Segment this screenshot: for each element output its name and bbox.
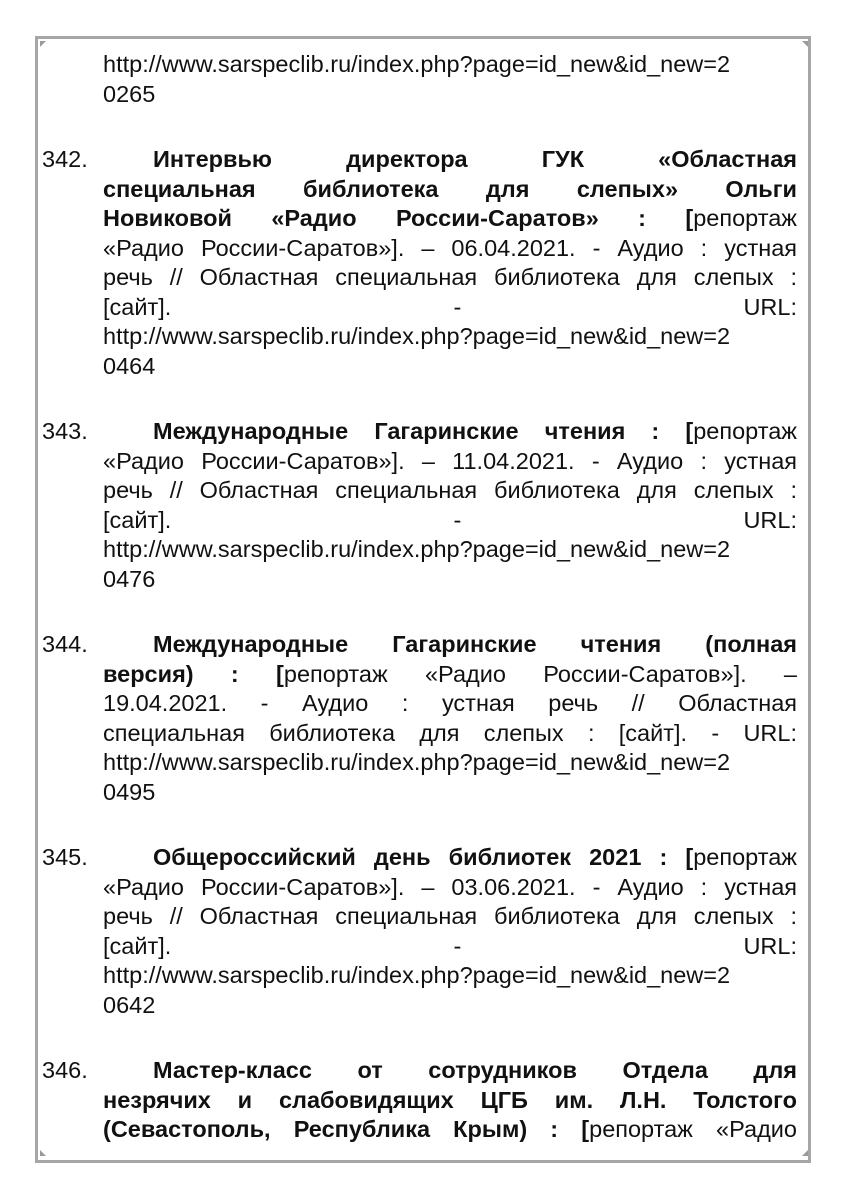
normal-text: специальная библиотека для слепых : [сайт]. - URL: [103, 719, 797, 746]
continuation-url-line: 0265 [103, 80, 156, 107]
text-line [103, 660, 797, 690]
normal-text: http://www.sarspeclib.ru/index.php?page=id_new&id_new=2 [103, 749, 731, 775]
normal-text: 0464 [103, 352, 156, 379]
text-line [103, 689, 797, 719]
bold-title-text: Международные Гагаринские чтения (полная [153, 631, 797, 657]
text-line [103, 961, 797, 991]
text-line [103, 748, 797, 778]
entry-number: 343. [42, 418, 88, 444]
text-line [153, 843, 797, 873]
entry-number: 346. [42, 1057, 88, 1083]
bold-title-text: версия) : [ [103, 660, 284, 687]
corner-ornament-top-left [40, 41, 46, 47]
text-line [103, 778, 797, 808]
normal-text: 0495 [103, 778, 156, 805]
normal-text: [сайт]. - URL: [103, 506, 797, 533]
normal-text: речь // Областная специальная библиотека для слепых : [103, 264, 797, 290]
normal-text: [сайт]. - URL: [103, 932, 797, 959]
text-line [103, 991, 797, 1021]
text-line [103, 293, 797, 323]
normal-text: речь // Областная специальная библиотека для слепых : [103, 903, 797, 929]
text-line [103, 175, 797, 205]
bold-title-text: Мастер-класс от сотрудников Отдела для [153, 1057, 797, 1083]
normal-text: речь // Областная специальная библиотека для слепых : [103, 477, 797, 503]
bold-title-text: Общероссийский день библиотек 2021 : [ [153, 844, 694, 870]
entry-number: 344. [42, 631, 88, 657]
normal-text: репортаж [693, 418, 797, 444]
normal-text: 0476 [103, 565, 156, 592]
text-line [103, 719, 797, 749]
text-line [103, 932, 797, 962]
bold-title-text: незрячих и слабовидящих ЦГБ им. Л.Н. Толстого [103, 1086, 797, 1113]
text-line [103, 565, 797, 595]
normal-text: http://www.sarspeclib.ru/index.php?page=id_new&id_new=2 [103, 536, 731, 562]
bold-title-text: Интервью директора ГУК «Областная [153, 146, 797, 172]
text-line [153, 145, 797, 175]
text-line [153, 1056, 797, 1086]
corner-ornament-bottom-right [802, 1150, 808, 1156]
normal-text: http://www.sarspeclib.ru/index.php?page=id_new&id_new=2 [103, 323, 731, 349]
text-line [103, 476, 797, 506]
text-line [103, 1086, 797, 1116]
text-line [103, 873, 797, 903]
entry-number: 342. [42, 146, 88, 172]
normal-text: репортаж «Радио [589, 1116, 797, 1142]
bold-title-text: (Севастополь, Республика Крым) : [ [103, 1116, 590, 1142]
text-line [103, 322, 797, 352]
bold-title-text: Международные Гагаринские чтения : [ [153, 418, 694, 444]
normal-text: http://www.sarspeclib.ru/index.php?page=id_new&id_new=2 [103, 962, 731, 988]
bold-title-text: специальная библиотека для слепых» Ольги [103, 175, 797, 202]
normal-text: репортаж «Радио России-Саратов»]. – [283, 660, 797, 687]
continuation-url-line: http://www.sarspeclib.ru/index.php?page=id_new&id_new=2 [103, 51, 731, 77]
normal-text: репортаж [693, 205, 797, 231]
text-line [103, 263, 797, 293]
entry-number: 345. [42, 844, 88, 870]
corner-ornament-top-right [802, 41, 808, 47]
normal-text: «Радио России-Саратов»]. – 11.04.2021. - Аудио : устная [103, 447, 797, 474]
text-line [103, 902, 797, 932]
text-line [153, 630, 797, 660]
text-line [103, 352, 797, 382]
normal-text: 0642 [103, 991, 156, 1018]
text-line [103, 535, 797, 565]
normal-text: 19.04.2021. - Аудио : устная речь // Областная [103, 690, 797, 716]
normal-text: «Радио России-Саратов»]. – 03.06.2021. - Аудио : устная [103, 873, 797, 900]
bold-title-text: Новиковой «Радио России-Саратов» : [ [103, 205, 694, 231]
corner-ornament-bottom-left [40, 1150, 46, 1156]
normal-text: репортаж [693, 844, 797, 870]
normal-text: «Радио России-Саратов»]. – 06.04.2021. - Аудио : устная [103, 234, 797, 261]
text-line [103, 1115, 797, 1145]
normal-text: [сайт]. - URL: [103, 293, 797, 320]
text-line [103, 447, 797, 477]
text-line [103, 204, 797, 234]
text-line [103, 234, 797, 264]
text-line [103, 506, 797, 536]
text-line [153, 417, 797, 447]
